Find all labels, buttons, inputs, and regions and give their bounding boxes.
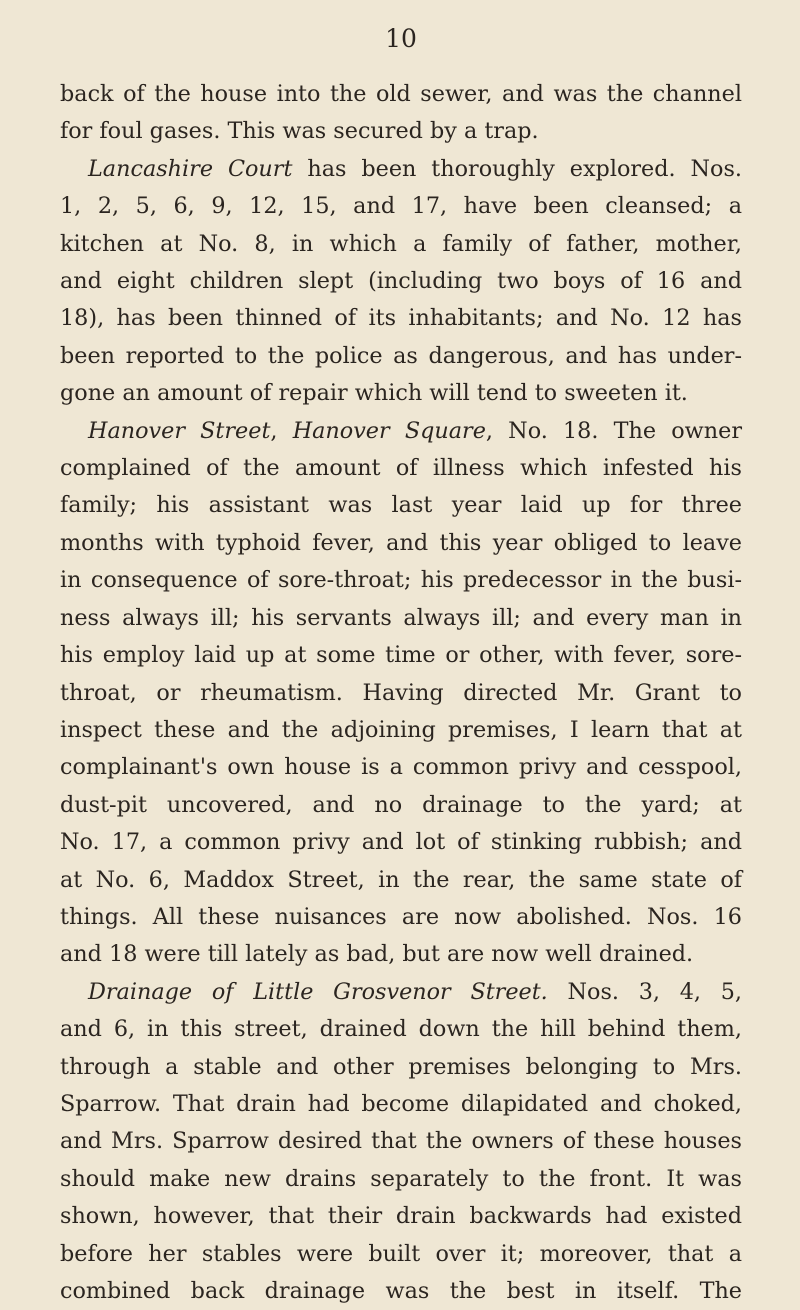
text-line: shown, however, that their drain backwards had existed bbox=[60, 1203, 742, 1230]
text-line: throat, or rheumatism. Having directed Mr. Grant to bbox=[60, 679, 742, 706]
text-line: his employ laid up at some time or other, with fever, sore- bbox=[60, 642, 742, 669]
body-text bbox=[60, 76, 742, 1310]
text-line bbox=[60, 413, 742, 450]
text-line: in consequence of sore-throat; his predecessor in the busi- bbox=[60, 567, 742, 594]
text-line: back of the house into the old sewer, and was the channel bbox=[60, 81, 742, 107]
text-line: and eight children slept (including two boys of 16 and bbox=[60, 268, 742, 295]
paragraph-sewer bbox=[60, 76, 742, 151]
text-line: dust-pit uncovered, and no drainage to the yard; at bbox=[60, 791, 742, 818]
text-line: 1, 2, 5, 6, 9, 12, 15, and 17, have been cleansed; a bbox=[60, 193, 742, 220]
text-line: kitchen at No. 8, in which a family of father, mother, bbox=[60, 230, 742, 257]
text-line: family; his assistant was last year laid up for three bbox=[60, 492, 742, 519]
text-line: and 18 were till lately as bad, but are now well drained. bbox=[60, 941, 694, 968]
text-line bbox=[60, 151, 742, 188]
italic-heading: Drainage of Little Grosvenor Street. bbox=[88, 978, 548, 1005]
text-line: gone an amount of repair which will tend to sweeten it. bbox=[60, 380, 688, 407]
text-line: and Mrs. Sparrow desired that the owners of these houses bbox=[60, 1128, 742, 1155]
text-line: inspect these and the adjoining premises, I learn that at bbox=[60, 716, 742, 743]
text-line: and 6, in this street, drained down the hill behind them, bbox=[60, 1016, 742, 1043]
text-line: No. 17, a common privy and lot of stinking rubbish; and bbox=[60, 829, 742, 856]
text-run: has been thoroughly explored. Nos. bbox=[292, 155, 742, 182]
text-line: Sparrow. That drain had become dilapidated and choked, bbox=[60, 1090, 742, 1117]
text-run: , No. 18. The owner bbox=[485, 417, 742, 444]
text-line: complained of the amount of illness which infested his bbox=[60, 455, 742, 482]
text-line: ness always ill; his servants always ill; and every man in bbox=[60, 604, 742, 631]
text-line bbox=[60, 974, 742, 1011]
paragraph-little-grosvenor-street bbox=[60, 974, 742, 1310]
text-line: at No. 6, Maddox Street, in the rear, the same state of bbox=[60, 866, 742, 893]
text-line: should make new drains separately to the front. It was bbox=[60, 1165, 742, 1192]
text-line: months with typhoid fever, and this year obliged to leave bbox=[60, 529, 742, 556]
paragraph-hanover-street bbox=[60, 413, 742, 974]
text-line: before her stables were built over it; moreover, that a bbox=[60, 1240, 742, 1267]
text-run: Nos. 3, 4, 5, bbox=[547, 978, 742, 1005]
text-line: through a stable and other premises belonging to Mrs. bbox=[60, 1053, 742, 1080]
text-line: complainant's own house is a common privy and cesspool, bbox=[60, 754, 742, 781]
paragraph-lancashire-court bbox=[60, 151, 742, 413]
text-line: been reported to the police as dangerous, and has under- bbox=[60, 342, 742, 369]
text-line: combined back drainage was the best in itself. The bbox=[60, 1278, 742, 1304]
text-line: 18), has been thinned of its inhabitants; and No. 12 has bbox=[60, 305, 742, 332]
text-run: , bbox=[270, 417, 293, 444]
text-line: for foul gases. This was secured by a trap. bbox=[60, 118, 539, 145]
page-number: 10 bbox=[385, 24, 417, 53]
text-line: things. All these nuisances are now abolished. Nos. 16 bbox=[60, 903, 742, 930]
italic-heading: Hanover Street bbox=[88, 417, 271, 444]
italic-heading: Lancashire Court bbox=[88, 155, 293, 182]
italic-heading: Hanover Square bbox=[292, 417, 486, 444]
